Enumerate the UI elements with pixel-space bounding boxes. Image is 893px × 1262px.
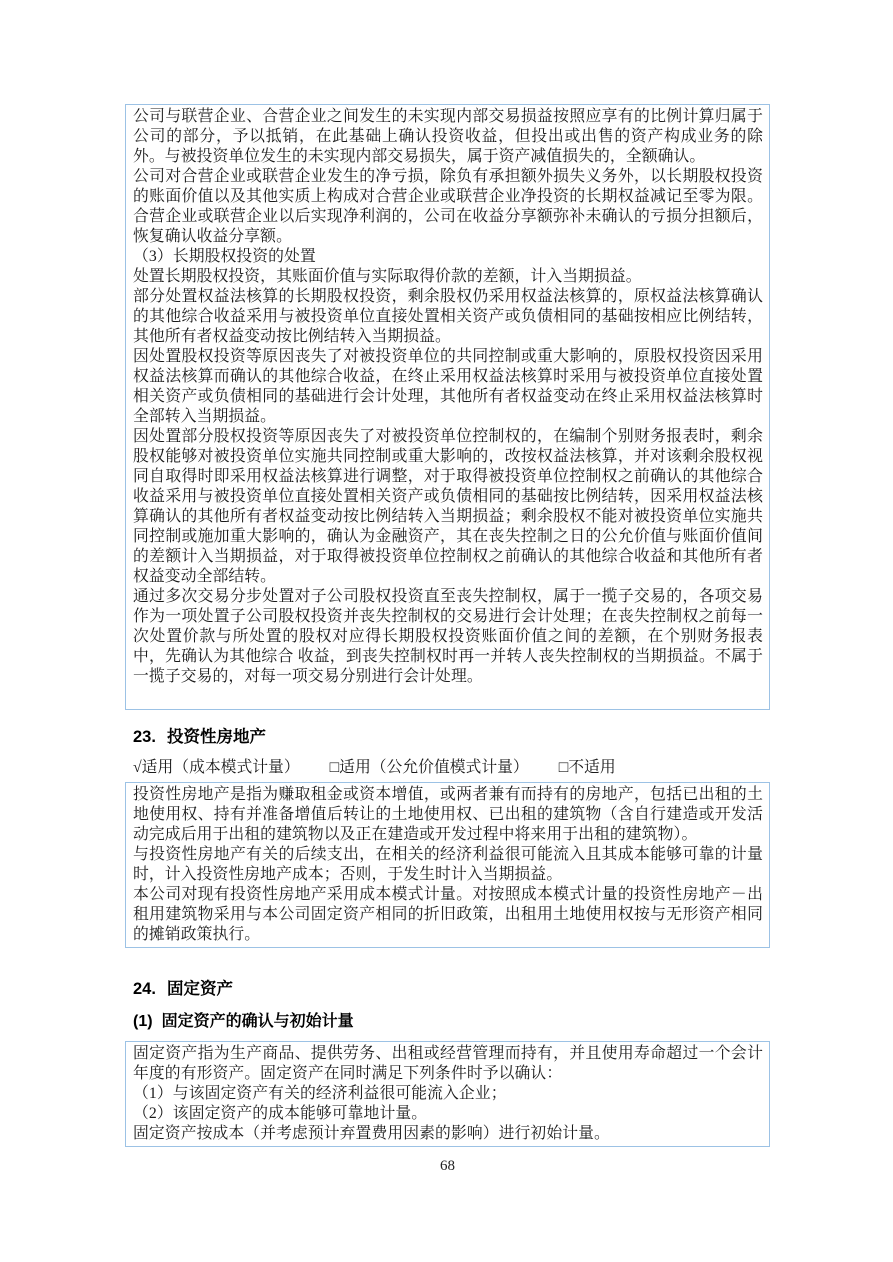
option-label: 适用（成本模式计量） xyxy=(141,759,300,776)
page-number: 68 xyxy=(440,1158,455,1174)
policy-paragraph: （2）该固定资产的成本能够可靠地计量。 xyxy=(133,1105,428,1122)
section-24-number: 24. xyxy=(133,980,156,998)
applicability-row xyxy=(133,758,770,778)
checkbox-empty-icon: □ xyxy=(329,759,340,776)
policy-paragraph: 公司与联营企业、合营企业之间发生的未实现内部交易损益按照应享有的比例计算归属于公司的部分，予以抵销，在此基础上确认投资收益，但投出或出售的资产构成业务的除外。与被投资单位发生的未实现内部交易损失，属于资产减值损失的，全额确认。 xyxy=(133,108,763,165)
section-24-title: 固定资产 xyxy=(166,980,233,998)
policy-paragraph: 部分处置权益法核算的长期股权投资，剩余股权仍采用权益法核算的，原权益法核算确认的其他综合收益采用与被投资单位直接处置相关资产或负债相同的基础按相应比例结转，其他所有者权益变动按比例结转入当期损益。 xyxy=(133,288,763,345)
policy-paragraph: 本公司对现有投资性房地产采用成本模式计量。对按照成本模式计量的投资性房地产－出租用建筑物采用与本公司固定资产相同的折旧政策，出租用土地使用权按与无形资产相同的摊销政策执行。 xyxy=(133,886,763,943)
option-fair-value-model xyxy=(330,759,529,776)
long-term-equity-investment-box xyxy=(125,104,770,710)
option-not-applicable xyxy=(559,759,616,776)
section-23-heading xyxy=(133,727,770,747)
policy-paragraph: 固定资产指为生产商品、提供劳务、出租或经营管理而持有，并且使用寿命超过一个会计年度的有形资产。固定资产在同时满足下列条件时予以确认： xyxy=(133,1045,763,1082)
policy-paragraph: （1）与该固定资产有关的经济利益很可能流入企业； xyxy=(133,1085,507,1102)
policy-paragraph: 处置长期股权投资，其账面价值与实际取得价款的差额，计入当期损益。 xyxy=(133,268,642,285)
option-label: 不适用 xyxy=(568,759,616,776)
policy-paragraph: 因处置股权投资等原因丧失了对被投资单位的共同控制或重大影响的，原股权投资因采用权益法核算而确认的其他综合收益，在终止采用权益法核算时采用与被投资单位直接处置相关资产或负债相同的基础进行会计处理，其他所有者权益变动在终止采用权益法核算时全部转入当期损益。 xyxy=(133,348,763,425)
check-mark-icon: √ xyxy=(133,759,142,776)
section-23-title: 投资性房地产 xyxy=(166,728,266,746)
policy-paragraph: 因处置部分股权投资等原因丧失了对被投资单位控制权的，在编制个别财务报表时，剩余股权能够对被投资单位实施共同控制或重大影响的，改按权益法核算，并对该剩余股权视同自取得时即采用权益法核算进行调整，对于取得被投资单位控制权之前确认的其他综合收益采用与被投资单位直接处置相关资产或负债相同的基础按比例结转，因采用权益法核算确认的其他所有者权益变动按比例结转入当期损益；剩余股权不能对被投资单位实施共同控制或施加重大影响的，确认为金融资产，其在丧失控制之日的公允价值与账面价值间的差额计入当期损益，对于取得被投资单位控制权之前确认的其他综合收益和其他所有者权益变动全部结转。 xyxy=(133,428,763,585)
policy-paragraph: （3）长期股权投资的处置 xyxy=(133,248,316,265)
policy-paragraph: 公司对合营企业或联营企业发生的净亏损，除负有承担额外损失义务外，以长期股权投资的账面价值以及其他实质上构成对合营企业或联营企业净投资的长期权益减记至零为限。合营企业或联营企业以后实现净利润的，公司在收益分享额弥补未确认的亏损分担额后，恢复确认收益分享额。 xyxy=(133,168,763,245)
policy-paragraph: 与投资性房地产有关的后续支出，在相关的经济利益很可能流入且其成本能够可靠的计量时，计入投资性房地产成本；否则，于发生时计入当期损益。 xyxy=(133,846,763,883)
option-cost-model xyxy=(133,759,300,776)
section-24-heading xyxy=(133,979,770,999)
investment-property-box xyxy=(125,782,770,948)
section-23-number: 23. xyxy=(133,728,156,746)
section-24-1-number: (1) xyxy=(133,1013,153,1030)
policy-paragraph: 固定资产按成本（并考虑预计弃置费用因素的影响）进行初始计量。 xyxy=(133,1125,610,1142)
policy-paragraph: 投资性房地产是指为赚取租金或资本增值，或两者兼有而持有的房地产，包括已出租的土地使用权、持有并准备增值后转让的土地使用权、已出租的建筑物（含自行建造或开发活动完成后用于出租的建筑物以及正在建造或开发过程中将来用于出租的建筑物）。 xyxy=(133,786,763,843)
section-24-1-heading xyxy=(133,1012,770,1032)
page-content xyxy=(125,104,770,1175)
policy-paragraph: 通过多次交易分步处置对子公司股权投资直至丧失控制权，属于一揽子交易的，各项交易作为一项处置子公司股权投资并丧失控制权的交易进行会计处理；在丧失控制权之前每一次处置价款与所处置的股权对应得长期股权投资账面价值之间的差额，在个别财务报表中，先确认为其他综合 收益，到丧失控制权时再一并转人丧失控制权的当期损益。不属于一揽子交易的，对每一项交易分别进行会计处理。 xyxy=(133,588,763,685)
checkbox-empty-icon: □ xyxy=(558,759,569,776)
section-24-1-title: 固定资产的确认与初始计量 xyxy=(161,1013,354,1030)
option-label: 适用（公允价值模式计量） xyxy=(339,759,529,776)
fixed-assets-box xyxy=(125,1041,770,1147)
